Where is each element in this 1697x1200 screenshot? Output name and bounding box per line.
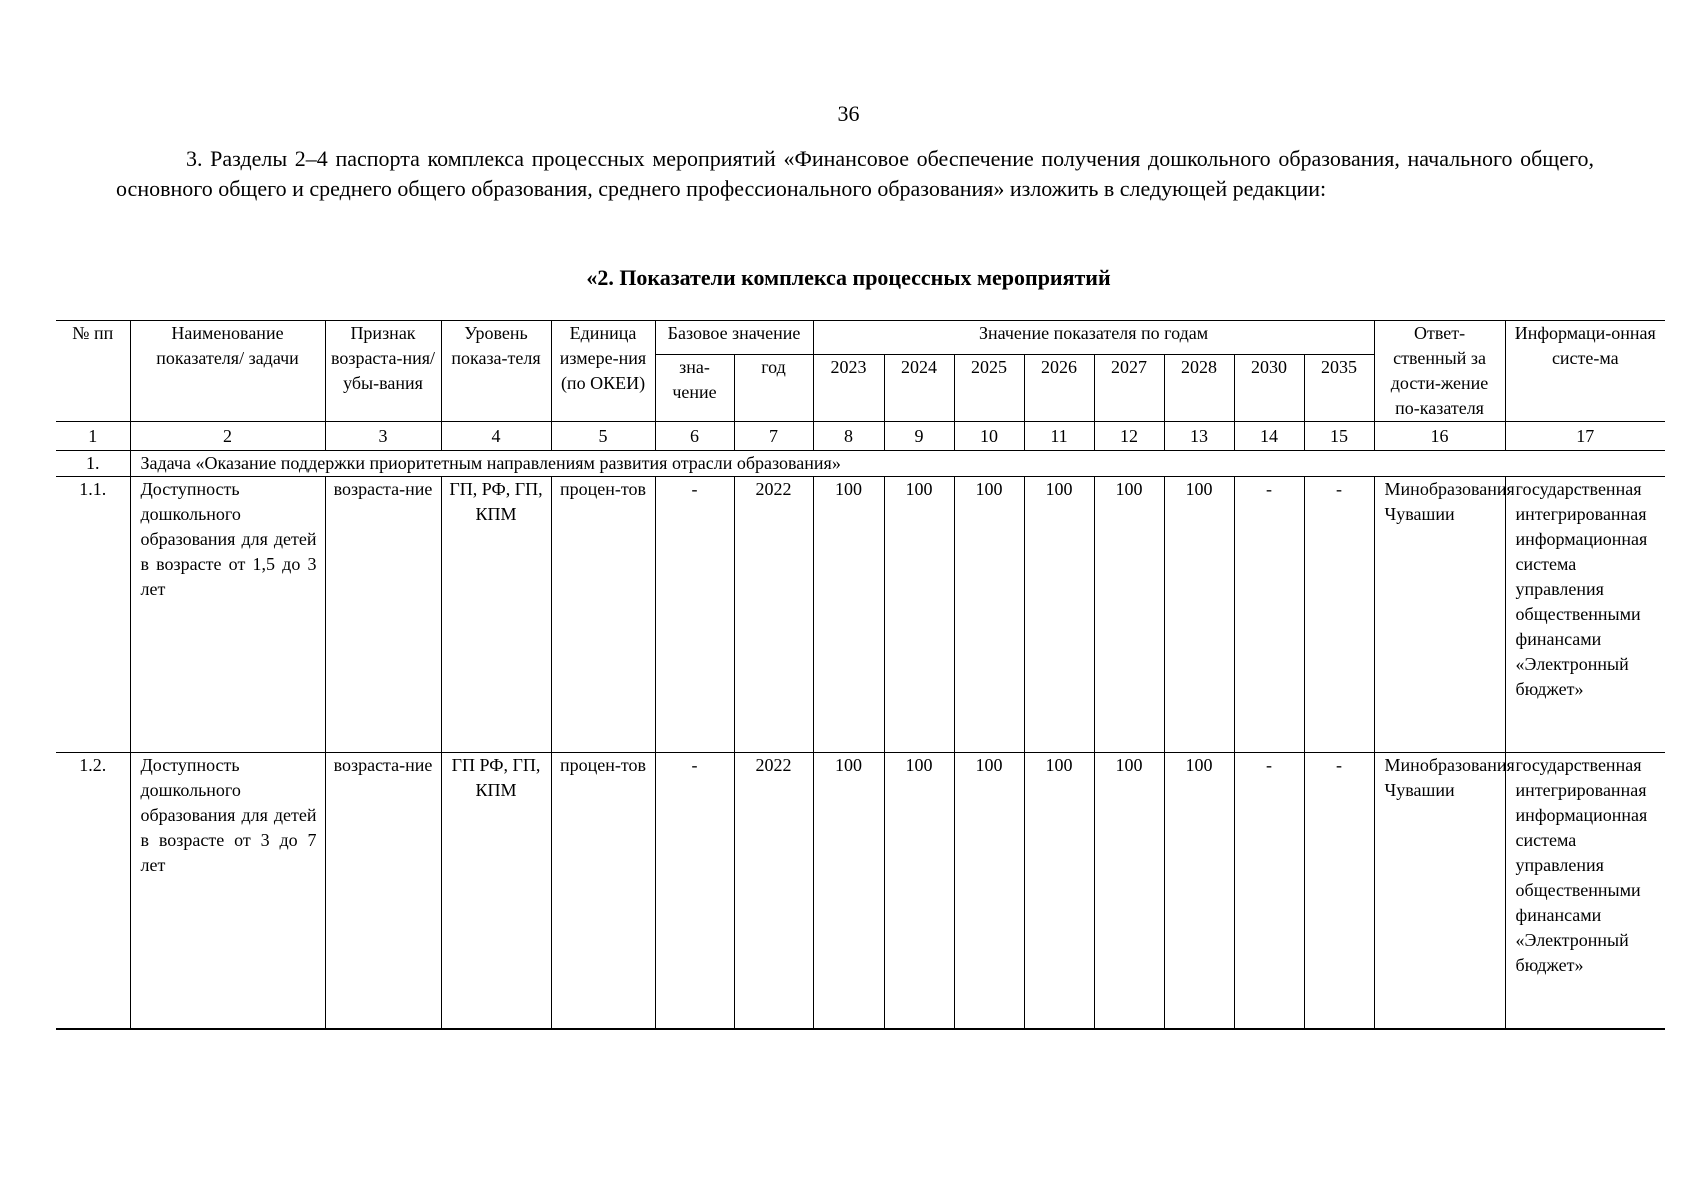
column-number: 16 [1374, 422, 1505, 451]
header-year: 2026 [1024, 355, 1094, 422]
row-num: 1.1. [56, 477, 130, 753]
column-number: 1 [56, 422, 130, 451]
row-value: 100 [1094, 753, 1164, 1029]
header-level: Уровень показа-теля [441, 321, 551, 422]
header-year: 2030 [1234, 355, 1304, 422]
header-year: 2028 [1164, 355, 1234, 422]
column-number: 6 [655, 422, 734, 451]
header-years-group: Значение показателя по годам [813, 321, 1374, 355]
row-base-year: 2022 [734, 753, 813, 1029]
row-sign: возраста-ние [325, 477, 441, 753]
row-value: 100 [813, 477, 884, 753]
row-info-system: государственная интегрированная информационная система управления общественными финансами «Электронный бюджет» [1505, 477, 1665, 753]
row-value: - [1304, 477, 1374, 753]
table-row [56, 753, 1665, 1029]
header-name: Наименование показателя/ задачи [130, 321, 325, 422]
row-value: - [1234, 477, 1304, 753]
column-number: 5 [551, 422, 655, 451]
row-base-value: - [655, 753, 734, 1029]
header-base-value: зна-чение [655, 355, 734, 422]
column-number: 13 [1164, 422, 1234, 451]
row-name: Доступность дошкольного образования для детей в возрасте от 1,5 до 3 лет [130, 477, 325, 753]
intro-text: 3. Разделы 2–4 паспорта комплекса процессных мероприятий «Финансовое обеспечение получения дошкольного образования, начального общего, основного общего и среднего общего образования, среднего профессионального образования» изложить в следующей редакции: [116, 146, 1594, 201]
column-number: 2 [130, 422, 325, 451]
row-base-value: - [655, 477, 734, 753]
row-value: 100 [1164, 477, 1234, 753]
intro-paragraph [116, 144, 1594, 204]
header-base: Базовое значение [655, 321, 813, 355]
row-name: Доступность дошкольного образования для детей в возрасте от 3 до 7 лет [130, 753, 325, 1029]
row-value: 100 [1024, 753, 1094, 1029]
row-level: ГП, РФ, ГП, КПМ [441, 477, 551, 753]
header-sign: Признак возраста-ния/убы-вания [325, 321, 441, 422]
task-num: 1. [56, 451, 130, 477]
header-responsible: Ответ-ственный за дости-жение по-казателя [1374, 321, 1505, 422]
row-value: 100 [954, 477, 1024, 753]
section-title: «2. Показатели комплекса процессных мероприятий [586, 265, 1111, 290]
header-base-year: год [734, 355, 813, 422]
column-number: 4 [441, 422, 551, 451]
column-number: 3 [325, 422, 441, 451]
column-number: 7 [734, 422, 813, 451]
row-responsible: Минобразования Чувашии [1374, 477, 1505, 753]
indicators-table [56, 320, 1665, 1030]
row-value: 100 [1024, 477, 1094, 753]
column-number: 11 [1024, 422, 1094, 451]
task-text: Задача «Оказание поддержки приоритетным направлениям развития отрасли образования» [130, 451, 1665, 477]
header-row-1 [56, 321, 1665, 355]
column-number: 17 [1505, 422, 1665, 451]
row-value: 100 [1164, 753, 1234, 1029]
row-sign: возраста-ние [325, 753, 441, 1029]
row-value: 100 [1094, 477, 1164, 753]
row-num: 1.2. [56, 753, 130, 1029]
task-row [56, 451, 1665, 477]
row-value: 100 [884, 477, 954, 753]
row-info-system: государственная интегрированная информационная система управления общественными финансами «Электронный бюджет» [1505, 753, 1665, 1029]
header-info-system: Информаци-онная систе-ма [1505, 321, 1665, 422]
row-responsible: Минобразования Чувашии [1374, 753, 1505, 1029]
row-value: 100 [813, 753, 884, 1029]
header-year: 2023 [813, 355, 884, 422]
column-number: 12 [1094, 422, 1164, 451]
row-value: - [1234, 753, 1304, 1029]
header-year: 2035 [1304, 355, 1374, 422]
row-unit: процен-тов [551, 753, 655, 1029]
header-num: № пп [56, 321, 130, 422]
row-value: - [1304, 753, 1374, 1029]
column-number: 10 [954, 422, 1024, 451]
column-number: 9 [884, 422, 954, 451]
header-year: 2024 [884, 355, 954, 422]
column-number: 15 [1304, 422, 1374, 451]
row-base-year: 2022 [734, 477, 813, 753]
table-row [56, 477, 1665, 753]
row-level: ГП РФ, ГП, КПМ [441, 753, 551, 1029]
column-number: 8 [813, 422, 884, 451]
header-year: 2027 [1094, 355, 1164, 422]
header-year: 2025 [954, 355, 1024, 422]
row-value: 100 [884, 753, 954, 1029]
row-unit: процен-тов [551, 477, 655, 753]
column-number: 14 [1234, 422, 1304, 451]
column-number-row [56, 422, 1665, 451]
page-number: 36 [837, 101, 860, 126]
header-unit: Единица измере-ния (по ОКЕИ) [551, 321, 655, 422]
row-value: 100 [954, 753, 1024, 1029]
